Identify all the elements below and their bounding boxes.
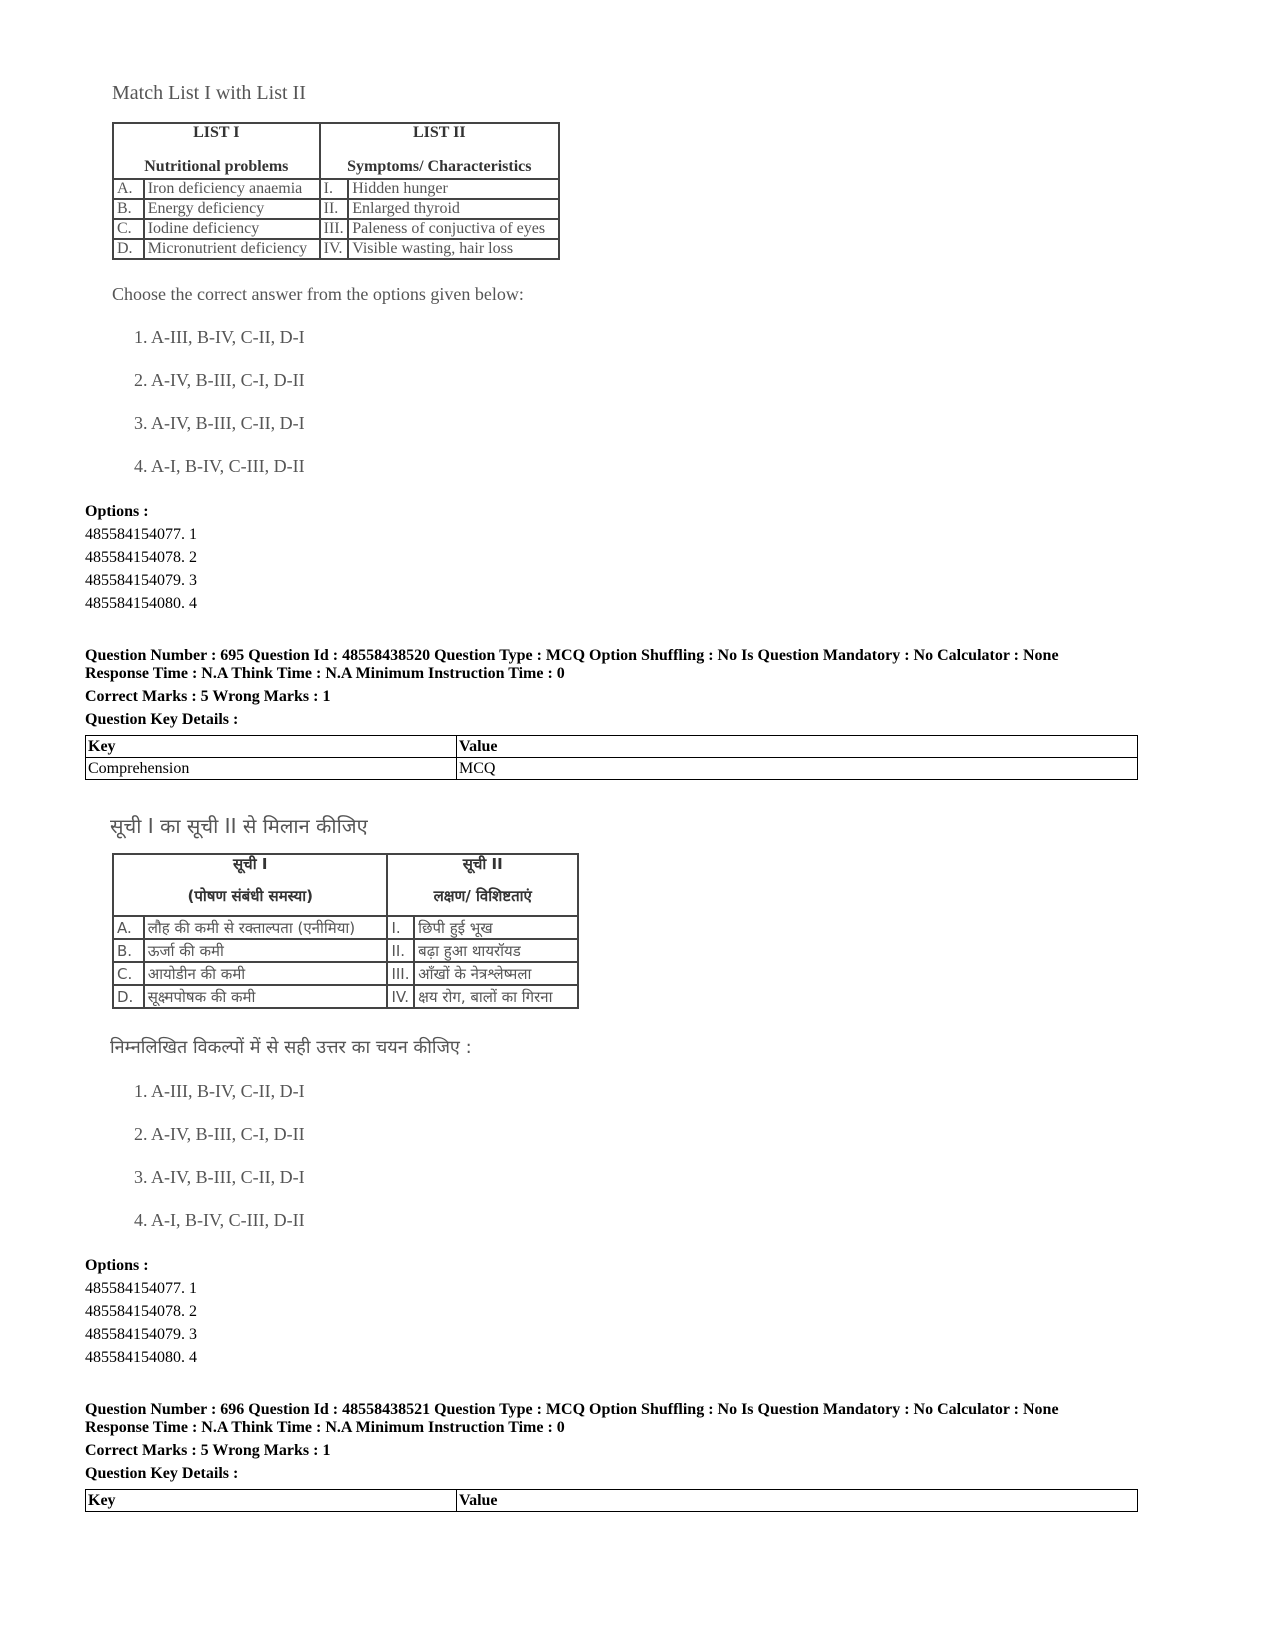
q1-list1-title: LIST I (193, 124, 240, 141)
q2-choice-3: 3. A-IV, B-III, C-II, D-I (134, 1167, 305, 1187)
q1-list1-subtitle: Nutritional problems (144, 158, 289, 175)
q2-list2-title: सूची II (462, 855, 503, 873)
table-row: B. ऊर्जा की कमी II. बढ़ा हुआ थायरॉयड (113, 939, 578, 962)
q1-instruction: Choose the correct answer from the options given below: (112, 284, 524, 304)
table-row: C. आयोडीन की कमी III. आँखों के नेत्रश्लेष्मला (113, 962, 578, 985)
q1-match-table (112, 122, 560, 260)
q3-key-table (85, 1489, 1138, 1512)
q2-option-4: 485584154080. 4 (85, 1349, 197, 1366)
q2-list1-header (113, 854, 387, 916)
q2-choice-1: 1. A-III, B-IV, C-II, D-I (134, 1081, 305, 1101)
q2-list1-subtitle: (पोषण संबंधी समस्या) (187, 887, 313, 905)
table-row: Key Value (86, 736, 1138, 758)
q1-option-2: 485584154078. 2 (85, 549, 197, 566)
q1-list2-subtitle: Symptoms/ Characteristics (347, 158, 532, 175)
q1-choice-2: 2. A-IV, B-III, C-I, D-II (134, 370, 305, 390)
q2-list2-subtitle: लक्षण/ विशिष्टताएं (433, 887, 532, 905)
q2-option-2: 485584154078. 2 (85, 1303, 197, 1320)
table-row: C. Iodine deficiency III. Paleness of conjuctiva of eyes (113, 219, 559, 239)
q2-choice-4: 4. A-I, B-IV, C-III, D-II (134, 1210, 305, 1230)
table-row: A. Iron deficiency anaemia I. Hidden hunger (113, 179, 559, 199)
table-row: B. Energy deficiency II. Enlarged thyroid (113, 199, 559, 219)
q1-choice-4: 4. A-I, B-IV, C-III, D-II (134, 456, 305, 476)
q1-list2-header (320, 123, 559, 179)
table-row: D. Micronutrient deficiency IV. Visible wasting, hair loss (113, 239, 559, 259)
q2-list2-header (387, 854, 578, 916)
q2-choice-2: 2. A-IV, B-III, C-I, D-II (134, 1124, 305, 1144)
q3-key-details-label: Question Key Details : (85, 1465, 239, 1482)
table-row: Key Value (86, 1490, 1138, 1512)
q2-meta-line1: Question Number : 695 Question Id : 48558438520 Question Type : MCQ Option Shuffling : No Is Question Mandatory : No Calculator : None (85, 647, 1059, 664)
table-row: A. लौह की कमी से रक्ताल्पता (एनीमिया) I. छिपी हुई भूख (113, 916, 578, 939)
q1-list1-header (113, 123, 320, 179)
q2-list1-title: सूची I (233, 855, 268, 873)
q2-meta-line2: Response Time : N.A Think Time : N.A Minimum Instruction Time : 0 (85, 665, 565, 682)
q1-choice-1: 1. A-III, B-IV, C-II, D-I (134, 327, 305, 347)
q1-option-4: 485584154080. 4 (85, 595, 197, 612)
q1-option-1: 485584154077. 1 (85, 526, 197, 543)
q2-match-table (112, 853, 579, 1009)
q1-image-title: Match List I with List II (112, 82, 306, 104)
q2-option-3: 485584154079. 3 (85, 1326, 197, 1343)
q3-meta-line2: Response Time : N.A Think Time : N.A Minimum Instruction Time : 0 (85, 1419, 565, 1436)
q1-choice-3: 3. A-IV, B-III, C-II, D-I (134, 413, 305, 433)
q2-option-1: 485584154077. 1 (85, 1280, 197, 1297)
q2-image-title: सूची I का सूची II से मिलान कीजिए (110, 814, 368, 838)
q2-key-table (85, 735, 1138, 780)
table-row: Comprehension MCQ (86, 758, 1138, 780)
table-row: D. सूक्ष्मपोषक की कमी IV. क्षय रोग, बालों का गिरना (113, 985, 578, 1008)
q2-marks: Correct Marks : 5 Wrong Marks : 1 (85, 688, 331, 705)
q3-meta-line1: Question Number : 696 Question Id : 48558438521 Question Type : MCQ Option Shuffling : No Is Question Mandatory : No Calculator : None (85, 1401, 1059, 1418)
q2-key-details-label: Question Key Details : (85, 711, 239, 728)
q1-list2-title: LIST II (412, 124, 466, 141)
q1-option-3: 485584154079. 3 (85, 572, 197, 589)
q1-options-label: Options : (85, 503, 149, 520)
q2-options-label: Options : (85, 1257, 149, 1274)
q3-marks: Correct Marks : 5 Wrong Marks : 1 (85, 1442, 331, 1459)
q2-instruction: निम्नलिखित विकल्पों में से सही उत्तर का चयन कीजिए : (110, 1037, 472, 1058)
